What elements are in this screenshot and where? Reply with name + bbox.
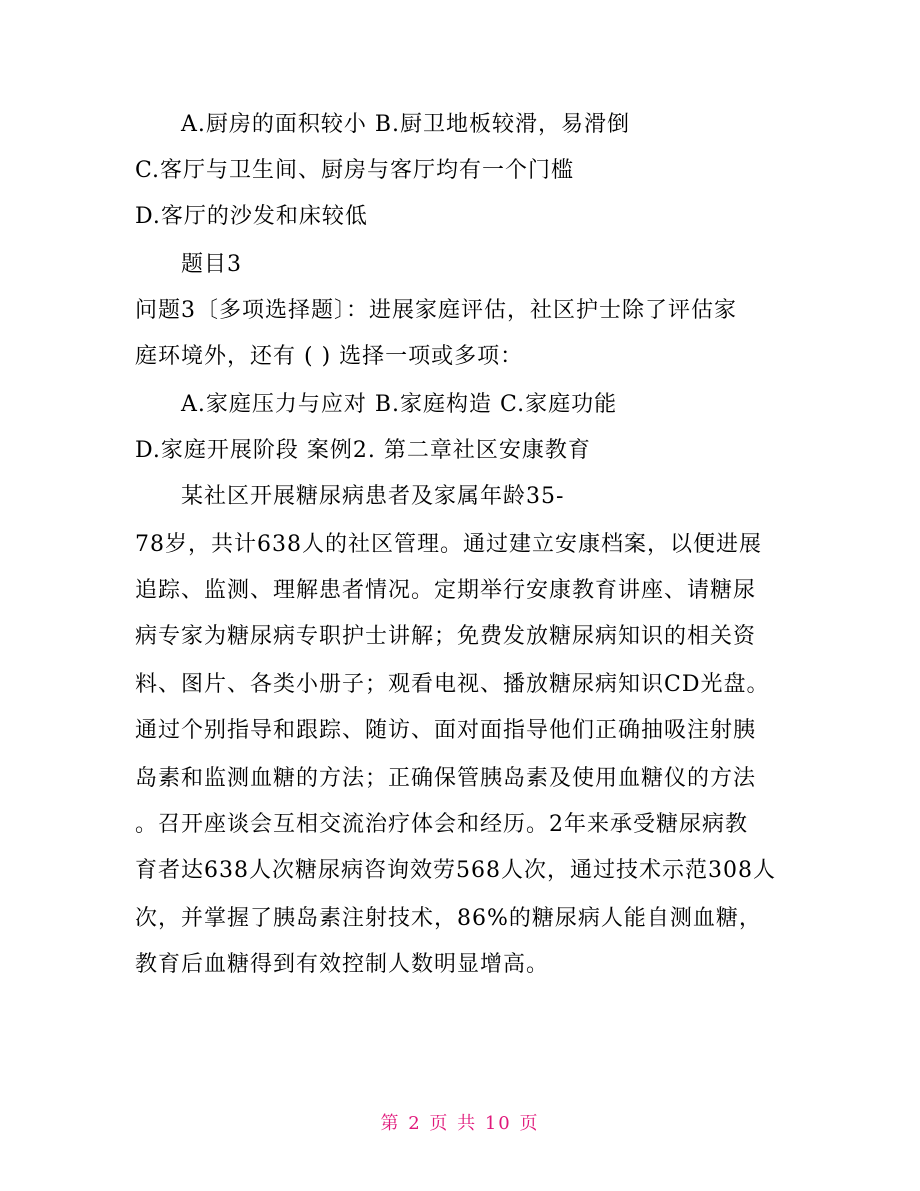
case-paragraph-line-4: 病专家为糖尿病专职护士讲解；免费发放糖尿病知识的相关资: [135, 624, 757, 649]
option-line-a-b-c: A.家庭压力与应对 B.家庭构造 C.家庭功能: [181, 392, 618, 417]
option-line-d-case-title: D.家庭开展阶段 案例2. 第二章社区安康教育: [135, 438, 591, 463]
case-paragraph-line-2: 78岁，共计638人的社区管理。通过建立安康档案，以便进展: [135, 532, 762, 557]
question-text-line-1: 问题3〔多项选择题〕：进展家庭评估，社区护士除了评估家: [135, 298, 737, 323]
case-paragraph-line-7: 岛素和监测血糖的方法；正确保管胰岛素及使用血糖仪的方法: [135, 766, 757, 791]
case-paragraph-line-1: 某社区开展糖尿病患者及家属年龄35-: [181, 484, 565, 509]
question-text-line-2: 庭环境外，还有 ( ) 选择一项或多项：: [135, 344, 524, 369]
case-paragraph-line-3: 追踪、监测、理解患者情况。定期举行安康教育讲座、请糖尿: [135, 578, 757, 603]
option-line-d: D.客厅的沙发和床较低: [135, 204, 368, 229]
case-paragraph-line-8: 。召开座谈会互相交流治疗体会和经历。2年来承受糖尿病教: [135, 812, 748, 837]
question-heading: 题目3: [181, 252, 242, 277]
case-paragraph-line-9: 育者达638人次糖尿病咨询效劳568人次，通过技术示范308人: [135, 858, 776, 883]
option-line-a-b: A.厨房的面积较小 B.厨卫地板较滑，易滑倒: [181, 112, 631, 137]
case-paragraph-line-5: 料、图片、各类小册子；观看电视、播放糖尿病知识CD光盘。: [135, 672, 770, 697]
case-paragraph-line-10: 次，并掌握了胰岛素注射技术，86%的糖尿病人能自测血糖，: [135, 906, 762, 931]
case-paragraph-line-11: 教育后血糖得到有效控制人数明显增高。: [135, 952, 550, 977]
case-paragraph-line-6: 通过个别指导和跟踪、随访、面对面指导他们正确抽吸注射胰: [135, 718, 757, 743]
page-number-footer: 第 2 页 共 10 页: [380, 1113, 540, 1134]
option-line-c: C.客厅与卫生间、厨房与客厅均有一个门槛: [135, 158, 575, 183]
